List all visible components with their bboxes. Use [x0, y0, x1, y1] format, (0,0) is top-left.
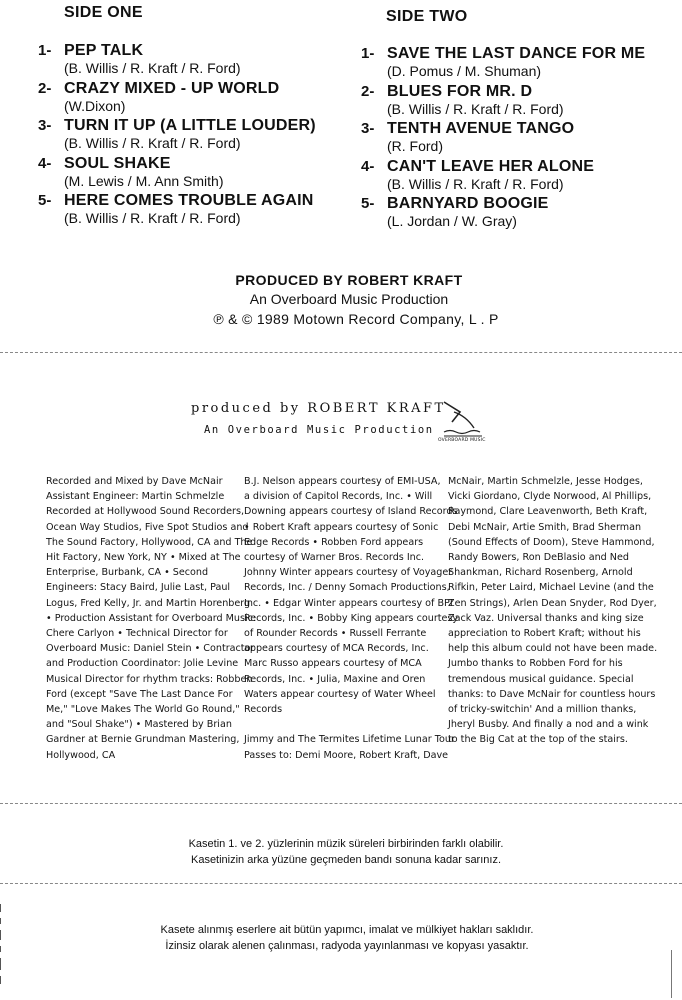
track-credit: (W.Dixon): [64, 97, 126, 114]
track-credit: (B. Willis / R. Kraft / R. Ford): [387, 100, 564, 117]
liner-line: Jheryl Busby. And finally a nod and a wink: [448, 719, 649, 731]
note-line: Kasete alınmış eserlere ait bütün yapımcı, imalat ve mülkiyet hakları saklıdır.: [160, 924, 534, 936]
liner-line: • Production Assistant for Overboard Music:: [46, 612, 257, 624]
track-credit: (D. Pomus / M. Shuman): [387, 63, 542, 79]
copyright-line: ℗ & © 1989 Motown Record Company, L . P: [213, 311, 499, 327]
liner-line: Debi McNair, Artie Smith, Brad Sherman: [448, 521, 642, 533]
fold-divider: [0, 352, 682, 353]
track-number: 3-: [361, 120, 375, 137]
logo-caption: OVERBOARD MUSIC: [438, 438, 486, 443]
liner-produced-by: produced by ROBERT KRAFT: [191, 401, 446, 416]
track-number: 5-: [361, 195, 375, 212]
edge-catalog-mark: [0, 900, 12, 990]
track-list-item: [38, 42, 348, 80]
liner-notes-column-1: [46, 474, 257, 763]
track-title: CAN'T LEAVE HER ALONE: [387, 157, 595, 175]
liner-line: Jimmy and The Termites Lifetime Lunar Tour: [244, 734, 455, 746]
track-credit: (B. Willis / R. Kraft / R. Ford): [64, 60, 241, 76]
track-title: TURN IT UP (A LITTLE LOUDER): [64, 117, 316, 134]
track-title: SOUL SHAKE: [64, 154, 171, 172]
liner-line: Musical Director for rhythm tracks: Robben: [46, 673, 253, 685]
track-title: TENTH AVENUE TANGO: [387, 120, 575, 137]
liner-line: Chere Carlyon • Technical Director for: [46, 628, 228, 640]
rights-note: [0, 922, 682, 954]
side-one-tracklist: [38, 42, 348, 230]
liner-line: Records, Inc. • Bobby King appears courtesy: [244, 612, 459, 624]
track-title: HERE COMES TROUBLE AGAIN: [64, 192, 314, 209]
liner-line: Engineers: Stacy Baird, Julie Last, Paul: [46, 582, 231, 594]
track-number: 3-: [38, 117, 52, 134]
side-one-heading: SIDE ONE: [64, 4, 143, 21]
track-list-item: [361, 158, 679, 196]
liner-notes-column-2: [244, 474, 459, 763]
liner-line: thanks: to Dave McNair for countless hours: [448, 688, 656, 700]
edge-margin-mark: [671, 950, 682, 998]
liner-notes-column-3: [448, 474, 658, 748]
liner-line: B.J. Nelson appears courtesy of EMI-USA,: [244, 476, 441, 487]
track-credit: (R. Ford): [387, 138, 443, 154]
liner-line: Passes to: Demi Moore, Robert Kraft, Dave: [244, 749, 449, 761]
track-credit: (M. Lewis / M. Ann Smith): [64, 172, 224, 189]
track-title: CRAZY MIXED - UP WORLD: [64, 79, 280, 97]
liner-line: help this album could not have been made.: [448, 643, 658, 655]
barcode-edge-icon: [0, 900, 12, 990]
liner-line: Records: [244, 704, 283, 716]
liner-line: Ocean Way Studios, Five Spot Studios and: [46, 521, 249, 533]
liner-line: Me," "Love Makes The World Go Round,": [46, 704, 240, 716]
track-list-item: [361, 120, 679, 158]
liner-line: Zen Strings), Arlen Dean Snyder, Rod Dyer,: [448, 597, 657, 609]
liner-line: Zack Vaz. Universal thanks and king size: [448, 612, 644, 624]
liner-line: and Production Coordinator: Jolie Levine: [46, 658, 239, 670]
playback-note: [0, 836, 682, 868]
liner-line: Gardner at Bernie Grundman Mastering,: [46, 734, 240, 746]
liner-line: appears courtesy of MCA Records, Inc.: [244, 643, 429, 655]
liner-line: Randy Bowers, Ron DeBlasio and Ned: [448, 552, 629, 564]
liner-line: courtesy of Warner Bros. Records Inc.: [244, 552, 425, 564]
liner-line: Vicki Giordano, Clyde Norwood, Al Phillips,: [448, 491, 652, 503]
liner-line: of Rounder Records • Russell Ferrante: [244, 628, 427, 640]
liner-line: Jumbo thanks to Robben Ford for his: [448, 658, 623, 670]
liner-line: Assistant Engineer: Martin Schmelzle: [46, 491, 225, 503]
liner-company: An Overboard Music Production: [204, 424, 434, 436]
liner-line: Records, Inc. / Denny Somach Productions,: [244, 582, 450, 594]
liner-line: Shankman, Richard Rosenberg, Arnold: [448, 567, 633, 579]
liner-line: Edge Records • Robben Ford appears: [244, 536, 424, 548]
track-number: 5-: [38, 192, 52, 209]
track-title: BARNYARD BOOGIE: [387, 195, 549, 212]
liner-line: appreciation to Robert Kraft; without his: [448, 628, 641, 640]
track-title: SAVE THE LAST DANCE FOR ME: [387, 45, 646, 62]
track-list-item: [361, 195, 679, 233]
track-number: 4-: [361, 157, 375, 175]
track-number: 1-: [38, 42, 52, 59]
liner-line: [244, 717, 428, 732]
fold-divider: [0, 803, 682, 804]
liner-line: Records, Inc. • Julia, Maxine and Oren: [244, 673, 426, 685]
note-line: Kasetinizin arka yüzüne geçmeden bandı sonuna kadar sarınız.: [190, 854, 502, 866]
produced-by-line: PRODUCED BY ROBERT KRAFT: [235, 272, 463, 288]
track-number: 2-: [38, 79, 52, 97]
side-two-tracklist: [361, 45, 679, 233]
company-line: An Overboard Music Production: [249, 291, 449, 307]
track-credit: (B. Willis / R. Kraft / R. Ford): [387, 175, 564, 192]
track-title: PEP TALK: [64, 42, 144, 59]
track-number: 4-: [38, 154, 52, 172]
liner-line: Raymond, Clare Leavenworth, Beth Kraft,: [448, 506, 648, 518]
track-list-item: [361, 45, 679, 83]
liner-line: McNair, Martin Schmelzle, Jesse Hodges,: [448, 476, 643, 487]
liner-line: Marc Russo appears courtesy of MCA: [244, 658, 422, 670]
liner-line: Rifkin, Peter Laird, Michael Levine (and the: [448, 582, 654, 594]
track-credit: (L. Jordan / W. Gray): [387, 213, 517, 229]
liner-line: of tricky-switchin' And a million thanks,: [448, 704, 637, 716]
note-line: İzinsiz olarak alenen çalınması, radyoda yayınlanması ve kopyası yasaktır.: [165, 940, 529, 952]
liner-line: Hollywood, CA: [46, 749, 116, 761]
liner-line: Inc. • Edgar Winter appears courtesy of BPI: [244, 597, 453, 609]
liner-line: to the Big Cat at the top of the stairs.: [448, 734, 628, 746]
track-list-item: [361, 83, 679, 121]
liner-line: Recorded at Hollywood Sound Recorders,: [46, 506, 244, 518]
liner-line: Waters appear courtesy of Water Wheel: [244, 688, 436, 700]
track-list-item: [38, 117, 348, 155]
track-credit: (B. Willis / R. Kraft / R. Ford): [64, 135, 241, 151]
liner-line: Enterprise, Burbank, CA • Second: [46, 567, 209, 579]
liner-line: a division of Capitol Records, Inc. • Will: [244, 491, 433, 503]
note-line: Kasetin 1. ve 2. yüzlerinin müzik süreleri birbirinden farklı olabilir.: [188, 838, 504, 850]
side-two-heading: SIDE TWO: [386, 8, 468, 25]
track-number: 2-: [361, 82, 375, 100]
track-credit: (B. Willis / R. Kraft / R. Ford): [64, 210, 241, 226]
liner-line: The Sound Factory, Hollywood, CA and The: [46, 536, 253, 548]
fold-divider: [0, 883, 682, 884]
track-list-item: [38, 80, 348, 118]
overboard-logo: [440, 398, 486, 444]
liner-line: Ford (except "Save The Last Dance For: [46, 688, 233, 700]
liner-line: and "Soul Shake") • Mastered by Brian: [46, 719, 232, 731]
liner-line: tremendous musical guidance. Special: [448, 673, 634, 685]
track-list-item: [38, 192, 348, 230]
track-list-item: [38, 155, 348, 193]
liner-line: (Sound Effects of Doom), Steve Hammond,: [448, 536, 655, 548]
track-number: 1-: [361, 45, 375, 62]
liner-line: Logus, Fred Kelly, Jr. and Martin Horenberg: [46, 597, 251, 609]
liner-line: Recorded and Mixed by Dave McNair: [46, 476, 223, 487]
liner-line: Overboard Music: Daniel Stein • Contractor: [46, 643, 255, 655]
liner-line: Hit Factory, New York, NY • Mixed at The: [46, 552, 241, 564]
liner-line: • Robert Kraft appears courtesy of Sonic: [244, 521, 439, 533]
liner-line: Downing appears courtesy of Island Records: [244, 506, 458, 518]
track-title: BLUES FOR MR. D: [387, 82, 533, 100]
liner-line: Johnny Winter appears courtesy of Voyager: [244, 567, 453, 579]
